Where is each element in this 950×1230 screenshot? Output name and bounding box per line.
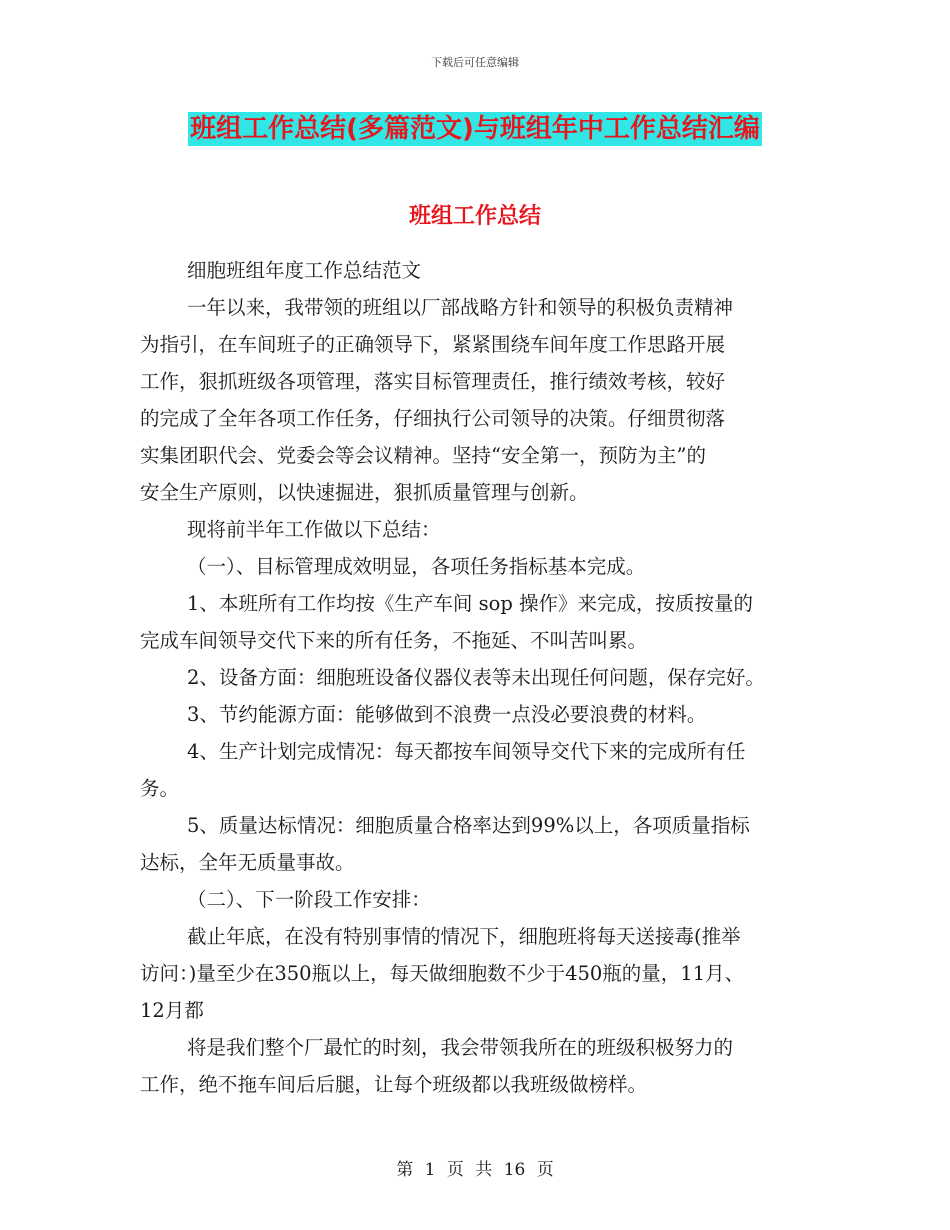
page-header: 下载后可任意编辑 <box>431 56 519 69</box>
body-line: 的完成了全年各项工作任务，仔细执行公司领导的决策。仔细贯彻落 <box>140 407 726 430</box>
body-line: 4、生产计划完成情况：每天都按车间领导交代下来的完成所有任 <box>187 740 746 763</box>
document-body <box>140 252 830 1103</box>
body-line: 访问：)量至少在350瓶以上，每天做细胞数不少于450瓶的量，11月、 <box>140 962 745 985</box>
body-line: 5、质量达标情况：细胞质量合格率达到99%以上，各项质量指标 <box>187 814 750 837</box>
body-line: 1、本班所有工作均按《生产车间 sop 操作》来完成，按质按量的 <box>187 592 754 615</box>
body-line: （一）、目标管理成效明显，各项任务指标基本完成。 <box>187 555 646 578</box>
section-title: 班组工作总结 <box>408 204 541 229</box>
body-line: 安全生产原则，以快速掘进，狠抓质量管理与创新。 <box>140 481 589 504</box>
body-line: 一年以来，我带领的班组以厂部战略方针和领导的积极负责精神 <box>187 296 734 319</box>
body-line: 务。 <box>140 777 180 800</box>
document-title: 班组工作总结(多篇范文)与班组年中工作总结汇编 <box>190 114 760 144</box>
body-line: 3、节约能源方面：能够做到不浪费一点没必要浪费的材料。 <box>187 703 707 726</box>
body-line: 工作，绝不拖车间后后腿，让每个班级都以我班级做榜样。 <box>140 1073 648 1096</box>
body-line: 现将前半年工作做以下总结： <box>187 518 441 541</box>
body-line: 将是我们整个厂最忙的时刻，我会带领我所在的班级积极努力的 <box>187 1036 734 1059</box>
body-line: 工作，狠抓班级各项管理，落实目标管理责任，推行绩效考核，较好 <box>140 370 726 393</box>
body-line: 实集团职代会、党委会等会议精神。坚持“安全第一，预防为主”的 <box>140 444 706 467</box>
body-line: 达标，全年无质量事故。 <box>140 851 355 874</box>
page-footer: 第 1 页 共 16 页 <box>396 1160 554 1180</box>
body-line: （二）、下一阶段工作安排： <box>187 888 431 911</box>
body-line: 细胞班组年度工作总结范文 <box>187 259 422 282</box>
body-line: 2、设备方面：细胞班设备仪器仪表等未出现任何问题，保存完好。 <box>187 666 765 689</box>
body-line: 为指引，在车间班子的正确领导下，紧紧围绕车间年度工作思路开展 <box>140 333 726 356</box>
body-line: 12月都 <box>140 999 204 1022</box>
title-container <box>0 112 950 146</box>
body-line: 截止年底，在没有特别事情的情况下，细胞班将每天送接毒(推举 <box>187 925 741 948</box>
body-line: 完成车间领导交代下来的所有任务，不拖延、不叫苦叫累。 <box>140 629 648 652</box>
